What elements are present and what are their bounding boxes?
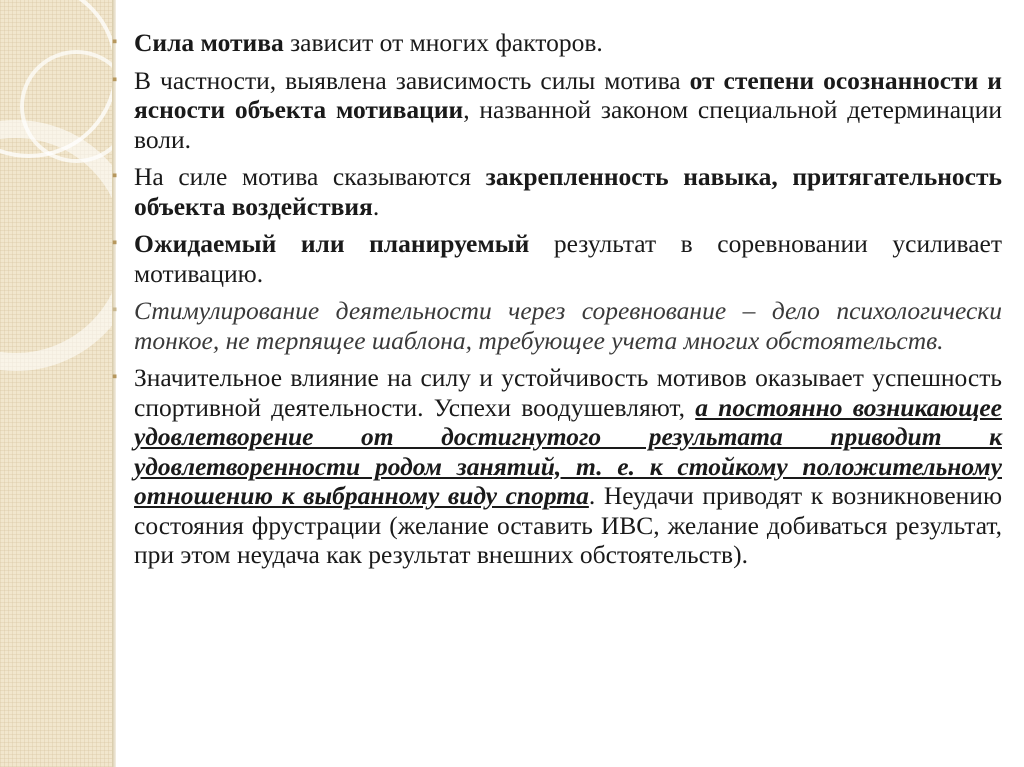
text-segment: Значительное влияние на силу и устойчивость мотивов оказывает успешность спортивной деятельности. Успехи воодушевляют, bbox=[134, 363, 1002, 422]
text-segment: от степени осознанности и ясности объекта мотивации bbox=[134, 65, 1002, 124]
decorative-side-panel bbox=[0, 0, 112, 767]
bullet-text bbox=[134, 296, 1002, 355]
bullet-item bbox=[112, 229, 1002, 288]
bullet-marker-icon: ▪ bbox=[112, 34, 118, 50]
text-segment: . bbox=[372, 191, 380, 221]
bullet-text bbox=[134, 229, 1002, 288]
bullet-item bbox=[112, 296, 1002, 355]
text-segment: , названной законом специальной детерминации воли. bbox=[134, 95, 1002, 154]
bullet-marker-icon: ▪ bbox=[112, 302, 118, 318]
bullet-item bbox=[112, 363, 1002, 570]
text-segment: а постоянно возникающее удовлетворение от достигнутого результата приводит к удовлетворенности родом занятий, т. е. к стойкому положительному отношению к выбранному виду спорта bbox=[134, 392, 1002, 510]
bullet-item bbox=[112, 28, 1002, 58]
bullet-text bbox=[134, 66, 1002, 154]
text-segment: закрепленность навыка, притягательность объекта воздействия bbox=[134, 162, 1002, 221]
bullet-text bbox=[134, 162, 1002, 221]
text-segment: . Неудачи приводят к возникновению состояния фрустрации (желание оставить ИВС, желание добиваться результат, при этом неудача как результат внешних обстоятельств). bbox=[134, 481, 1003, 569]
bullet-item bbox=[112, 66, 1002, 155]
text-segment: В частности, выявлена зависимость силы мотива bbox=[134, 65, 690, 95]
slide-content bbox=[112, 28, 1002, 578]
text-segment: Сила мотива bbox=[134, 28, 284, 57]
text-segment: Ожидаемый или планируемый bbox=[134, 229, 530, 258]
text-segment: зависит от многих факторов. bbox=[283, 28, 603, 57]
text-segment: Стимулирование деятельности через соревнование – дело психологически тонкое, не терпящее шаблона, требующее учета многих обстоятельств. bbox=[134, 296, 1002, 355]
text-segment: результат в соревновании усиливает мотивацию. bbox=[134, 229, 1002, 288]
bullet-text bbox=[134, 28, 603, 57]
bullet-text bbox=[134, 363, 1002, 569]
bullet-marker-icon: ▪ bbox=[112, 235, 118, 251]
bullet-marker-icon: ▪ bbox=[112, 71, 118, 88]
bullet-marker-icon: ▪ bbox=[112, 369, 118, 385]
text-segment: На силе мотива сказываются bbox=[134, 162, 486, 191]
bullet-list bbox=[112, 28, 1002, 570]
bullet-marker-icon: ▪ bbox=[112, 168, 118, 184]
bullet-item bbox=[112, 162, 1002, 221]
